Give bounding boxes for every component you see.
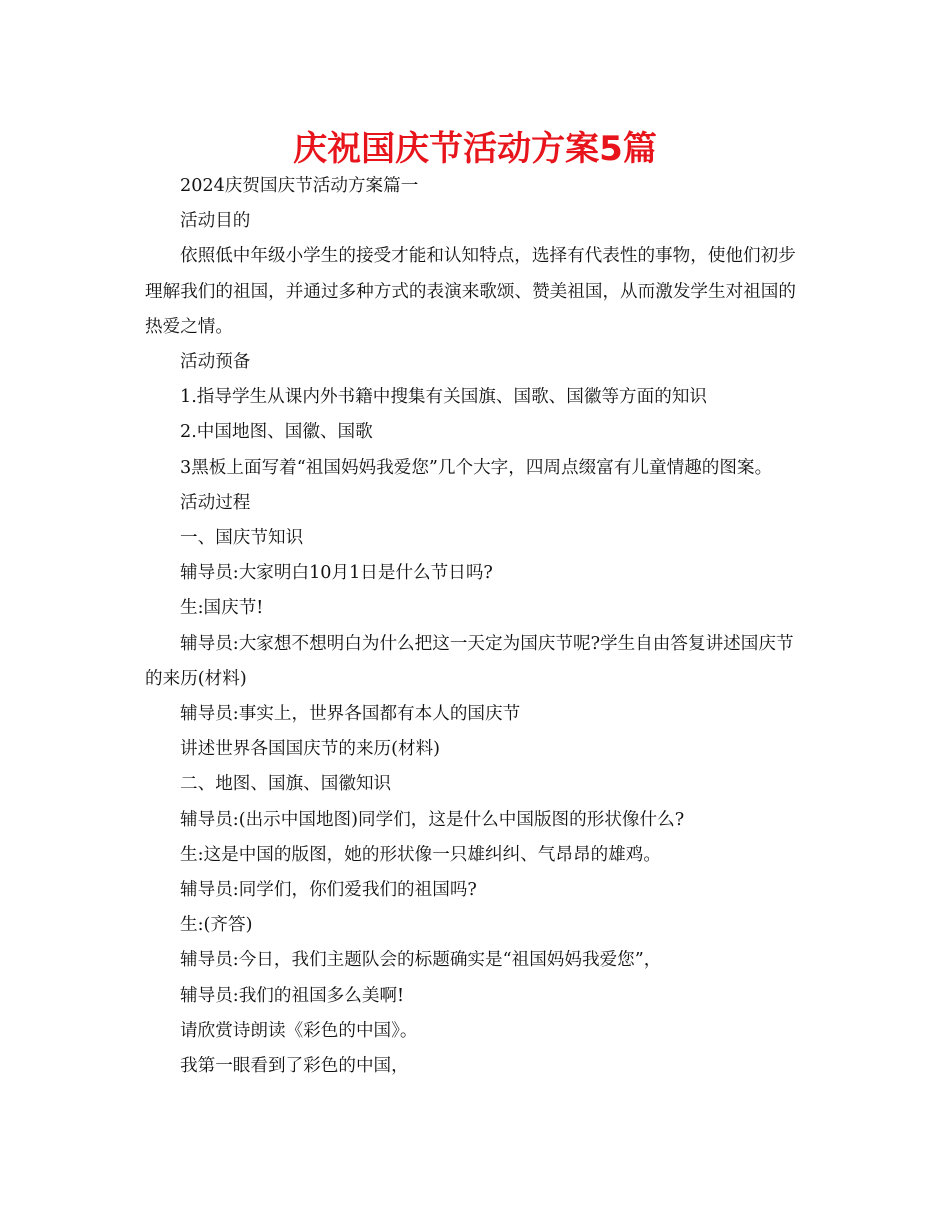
document-body	[145, 169, 805, 1084]
paragraph: 生:国庆节!	[180, 598, 264, 619]
document-title: 庆祝国庆节活动方案5篇	[293, 129, 657, 169]
paragraph: 生:(齐答)	[180, 915, 253, 936]
paragraph: 活动预备	[180, 352, 251, 373]
paragraph: 辅导员:(出示中国地图)同学们，这是什么中国版图的形状像什么?	[180, 809, 685, 830]
paragraph: 辅导员:事实上，世界各国都有本人的国庆节	[180, 704, 521, 725]
paragraph: 2024庆贺国庆节活动方案篇一	[180, 176, 419, 196]
paragraph: 辅导员:今日，我们主题队会的标题确实是“祖国妈妈我爱您”，	[180, 950, 662, 971]
paragraph: 辅导员:大家明白10月1日是什么节日吗?	[180, 563, 493, 584]
paragraph: 讲述世界各国国庆节的来历(材料)	[180, 739, 441, 760]
paragraph: 一、国庆节知识	[180, 528, 304, 549]
paragraph: 活动过程	[180, 492, 251, 513]
paragraph: 1.指导学生从课内外书籍中搜集有关国旗、国歌、国徽等方面的知识	[180, 387, 708, 408]
paragraph: 请欣赏诗朗读《彩色的中国》。	[180, 1020, 418, 1041]
paragraph: 二、地图、国旗、国徽知识	[180, 774, 392, 795]
paragraph: 辅导员:同学们，你们爱我们的祖国吗?	[180, 880, 477, 901]
paragraph: 3黑板上面写着“祖国妈妈我爱您”几个大字，四周点缀富有儿童情趣的图案。	[180, 457, 773, 478]
paragraph: 生:这是中国的版图，她的形状像一只雄纠纠、气昂昂的雄鸡。	[180, 844, 661, 865]
paragraph: 依照低中年级小学生的接受才能和认知特点，选择有代表性的事物，使他们初步理解我们的祖国，并通过多种方式的表演来歌颂、赞美祖国，从而激发学生对祖国的热爱之情。	[145, 246, 796, 337]
paragraph: 辅导员:我们的祖国多么美啊!	[180, 985, 405, 1006]
paragraph: 我第一眼看到了彩色的中国，	[180, 1056, 409, 1077]
paragraph: 2.中国地图、国徽、国歌	[180, 422, 373, 443]
paragraph: 辅导员:大家想不想明白为什么把这一天定为国庆节呢?学生自由答复讲述国庆节的来历(材料)	[145, 633, 794, 689]
paragraph: 活动目的	[180, 211, 251, 232]
